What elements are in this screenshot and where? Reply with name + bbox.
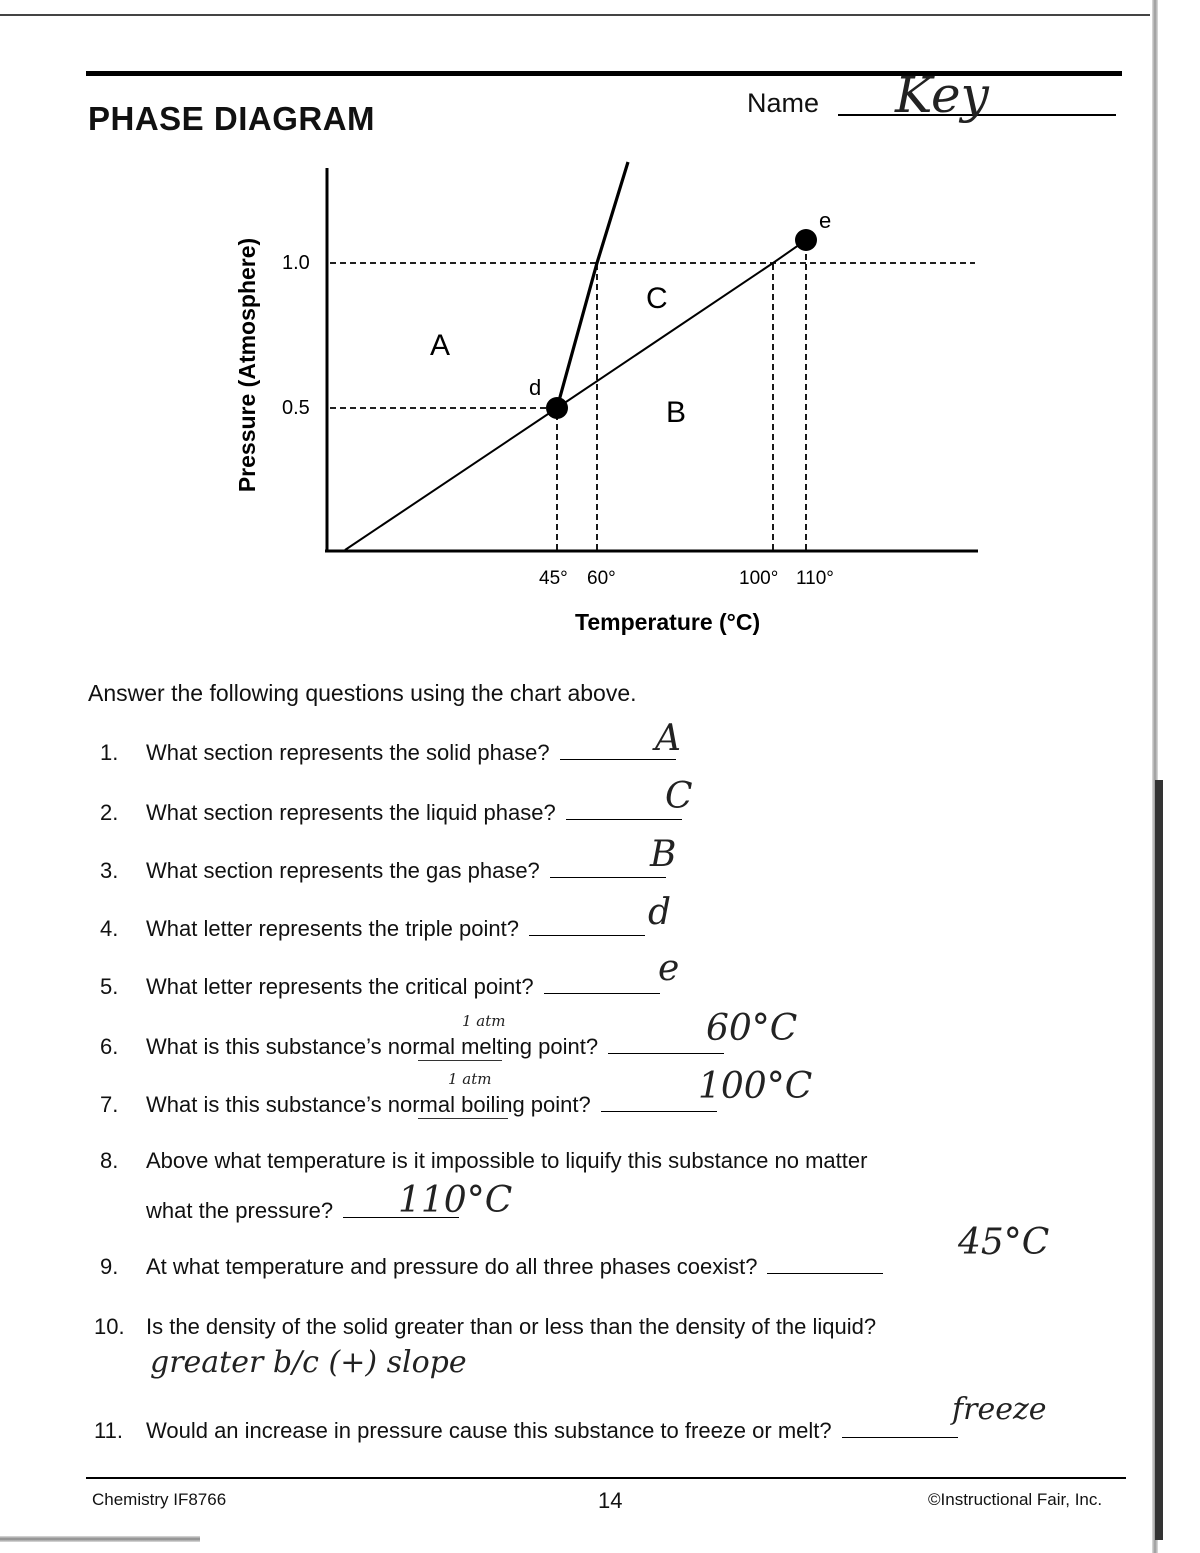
answer-6: 60°C xyxy=(706,1008,798,1049)
question-5 xyxy=(100,974,660,1000)
answer-blank[interactable] xyxy=(601,1110,717,1112)
x-axis-label: Temperature (°C) xyxy=(575,609,761,635)
answer-blank[interactable] xyxy=(767,1272,883,1274)
instructions: Answer the following questions using the chart above. xyxy=(88,680,637,706)
region-label-C: C xyxy=(646,282,668,315)
question-text-emphasis: normal xyxy=(387,1034,455,1059)
answer-blank[interactable] xyxy=(529,934,645,936)
answer-8: 110°C xyxy=(398,1180,513,1221)
point-e xyxy=(795,229,817,251)
question-9 xyxy=(100,1254,883,1280)
question-text: What section represents the liquid phase? xyxy=(146,800,556,825)
handwritten-underline xyxy=(418,1118,508,1119)
question-text: Is the density of the solid greater than or less than the density of the liquid? xyxy=(146,1314,877,1339)
question-text: At what temperature and pressure do all three phases coexist? xyxy=(146,1254,758,1279)
question-text: boiling point? xyxy=(461,1092,591,1117)
question-text: Above what temperature is it impossible to liquify this substance no matter xyxy=(146,1148,868,1173)
answer-blank[interactable] xyxy=(550,876,666,878)
page-title: PHASE DIAGRAM xyxy=(88,100,376,137)
answer-10: greater b/c (+) slope xyxy=(150,1345,467,1380)
question-4 xyxy=(100,916,645,942)
answer-4: d xyxy=(648,892,672,933)
handwritten-underline xyxy=(418,1060,502,1061)
note-1atm: 1 atm xyxy=(462,1012,506,1030)
answer-3: B xyxy=(650,834,677,875)
answer-blank[interactable] xyxy=(544,992,660,994)
question-text: What section represents the gas phase? xyxy=(146,858,540,883)
region-label-B: B xyxy=(666,396,687,429)
answer-11: freeze xyxy=(952,1392,1047,1427)
point-label-e: e xyxy=(819,208,832,233)
answer-blank[interactable] xyxy=(842,1436,958,1438)
note-1atm: 1 atm xyxy=(448,1070,492,1088)
question-6 xyxy=(100,1034,724,1060)
question-text: melting point? xyxy=(461,1034,599,1059)
footer-copyright: ©Instructional Fair, Inc. xyxy=(928,1490,1103,1509)
question-number: 6. xyxy=(100,1034,119,1059)
x-tick-label: 45° xyxy=(539,568,568,589)
name-label: Name xyxy=(747,88,820,118)
question-text: What section represents the solid phase? xyxy=(146,740,550,765)
question-number: 5. xyxy=(100,974,119,999)
page-number: 14 xyxy=(598,1488,623,1513)
question-3 xyxy=(100,858,666,884)
scan-edge xyxy=(0,1536,200,1542)
question-number: 3. xyxy=(100,858,119,883)
answer-9: 45°C xyxy=(958,1222,1050,1263)
question-text: What is this substance’s xyxy=(146,1092,382,1117)
question-text: What letter represents the triple point? xyxy=(146,916,519,941)
name-value: Key xyxy=(895,66,989,124)
question-7 xyxy=(100,1092,717,1118)
question-11 xyxy=(94,1418,958,1444)
answer-5: e xyxy=(658,948,680,989)
y-tick-label: 0.5 xyxy=(282,397,310,419)
question-number: 10. xyxy=(94,1314,125,1339)
question-text-emphasis: normal xyxy=(387,1092,455,1117)
question-text: What letter represents the critical point? xyxy=(146,974,534,999)
x-tick-label: 110° xyxy=(796,568,834,589)
phase-diagram xyxy=(0,150,1200,650)
question-10 xyxy=(94,1314,876,1340)
answer-2: C xyxy=(665,776,693,817)
answer-blank[interactable] xyxy=(608,1052,724,1054)
question-number: 9. xyxy=(100,1254,119,1279)
phase-boundaries xyxy=(345,162,806,550)
question-1 xyxy=(100,740,676,766)
scan-shadow xyxy=(1155,780,1163,1540)
chart-labels xyxy=(234,208,834,635)
question-2 xyxy=(100,800,682,826)
y-axis-label: Pressure (Atmosphere) xyxy=(234,237,260,493)
melting-curve xyxy=(557,162,628,408)
question-number: 11. xyxy=(94,1418,123,1443)
footer-rule xyxy=(86,1477,1126,1479)
y-tick-label: 1.0 xyxy=(282,252,310,274)
answer-1: A xyxy=(655,718,681,759)
question-number: 8. xyxy=(100,1148,119,1173)
question-text: what the pressure? xyxy=(146,1198,334,1223)
vapor-pressure-curve xyxy=(345,240,806,550)
question-number: 1. xyxy=(100,740,119,765)
question-text: Would an increase in pressure cause this substance to freeze or melt? xyxy=(146,1418,832,1443)
x-tick-label: 100° xyxy=(739,568,779,589)
answer-7: 100°C xyxy=(698,1066,813,1107)
footer-source: Chemistry IF8766 xyxy=(92,1490,227,1509)
axes xyxy=(325,168,978,552)
point-d xyxy=(546,397,568,419)
question-8 xyxy=(100,1148,867,1174)
question-number: 7. xyxy=(100,1092,119,1117)
region-label-A: A xyxy=(430,329,451,362)
question-number: 2. xyxy=(100,800,119,825)
answer-blank[interactable] xyxy=(566,818,682,820)
question-number: 4. xyxy=(100,916,119,941)
point-label-d: d xyxy=(529,375,542,400)
top-rule xyxy=(0,14,1150,16)
question-text: What is this substance’s xyxy=(146,1034,382,1059)
x-tick-label: 60° xyxy=(587,568,616,589)
